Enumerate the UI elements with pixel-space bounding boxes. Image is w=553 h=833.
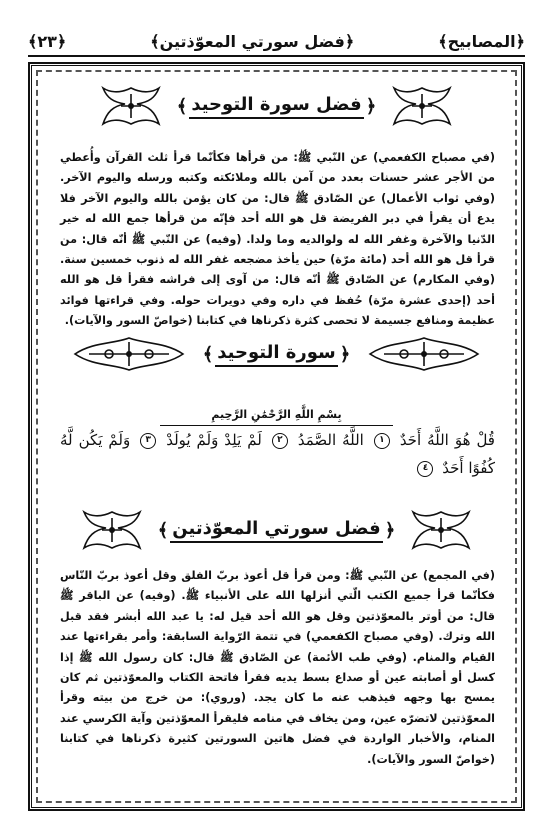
header-rule [28,55,525,57]
book-title: ﴿المصابيح﴾ [438,31,525,51]
floral-ornament-icon [99,84,163,128]
chapter-title: ﴿فضل سورتي المعوّذتين﴾ [150,31,355,51]
running-header [28,30,525,52]
page-number: ﴿٢٣﴾ [28,31,67,51]
floral-ornament-icon [69,332,189,376]
floral-ornament-icon [80,508,144,552]
ayah-number-marker: ١ [374,433,390,449]
section-title-tawhid-merit: ﴿ فضل سورة التوحيد ﴾ [70,82,483,130]
ayah-text: لَمْ يَلِدْ وَلَمْ يُولَدْ [166,431,262,449]
muawwidhatayn-paragraph: (في المجمع) عن النّبي ﷺ: ومن قرأ قل أعوذ بربّ الفلق وقل أعوذ بربّ النّاس فكأنّما قرأ جميع الكتب الّتي أنزلها الله على الأنبياء ﷺ. (وفيه) عن الباقر ﷺ قال: من أوتر بالمعوّذتين وقل هو الله أحد قيل له: يا عبد الله أبشر فقد قبل الله وترك. (وفي مصباح الكفعمي) في تتمة الرّواية السابقة: وأمر بقراءتها عند القيام والمنام. (وفي طب الأئمة) عن الصّادق ﷺ قال: كان رسول الله ﷺ إذا كسل أو أصابته عين أو صداع بسط يديه فقرأ فاتحة الكتاب والمعوّذتين ثم كان يمسح بها وجهه فيذهب عنه ما كان يجد. (وروي): من خرج من بيته وقرأ المعوّذتين لاتضرّه عين، ومن يخاف في منامه فليقرأ المعوّذتين وآية الكرسي عند المنام، والأخبار الواردة في فضل هاتين السورتين كثيرة ذكرناها في كتابنا (خواصّ السور والآيات). [60,569,495,766]
section-title-tawhid-surah: ﴿ سورة التوحيد ﴾ [70,330,483,378]
section-heading: فضل سورة التوحيد [189,94,363,119]
ayah-number-marker: ٤ [417,461,433,477]
floral-ornament-icon [364,332,484,376]
surah-text [60,426,495,482]
section-heading: فضل سورتي المعوّذتين [170,518,382,543]
tawhid-merit-paragraph: (في مصباح الكفعمي) عن النّبي ﷺ: من قرأها فكأنّما قرأ ثلث القرآن وأُعطي من الأجر عشر حسنات بعدد من آمن بالله وملائكته وكتبه ورسله واليوم الآخر. (وفي ثواب الأعمال) عن الصّادق ﷺ قال: من كان يؤمن بالله واليوم الآخر فلا يدع أن يقرأ في دبر الفريضة قل هو الله أحد فإنّه من قرأها جمع الله له خير الدّنيا والآخرة وغفر الله له ولوالديه وما ولدا. (وفيه) عن النّبي ﷺ أنّه قال: من قرأ قل هو الله أحد (مائة مرّة) حين يأخذ مضجعه غفر الله له ذنوب خمسين سنة. (وفي المكارم) عن الصّادق ﷺ أنّه قال: من آوى إلى فراشه فقرأ قل هو الله أحد (إحدى عشرة مرّة) حُفظ في داره وفي دويرات حوله. وفي قراءتها فوائد عظيمة ومنافع جسيمة لا تحصى كثرة ذكرناها في كتابنا (خواصّ السور والآيات). [60,151,495,328]
section-heading: سورة التوحيد [215,342,338,367]
floral-ornament-icon [409,508,473,552]
ayah-text: قُلْ هُوَ اللَّهُ أَحَدٌ [399,431,495,449]
floral-ornament-icon [390,84,454,128]
section-title-muawwidhatayn: ﴿ فضل سورتي المعوّذتين ﴾ [70,506,483,554]
ayah-number-marker: ٣ [140,433,156,449]
ayah-text: وَلَمْ يَكُن لَّهُ كُفُوًا أَحَدٌ [60,431,495,477]
ayah-text: اللَّهُ الصَّمَدُ [297,431,364,449]
basmala: بِسْمِ اللَّهِ الرَّحْمَٰنِ الرَّحِيمِ [160,408,393,426]
ayah-number-marker: ٢ [272,433,288,449]
